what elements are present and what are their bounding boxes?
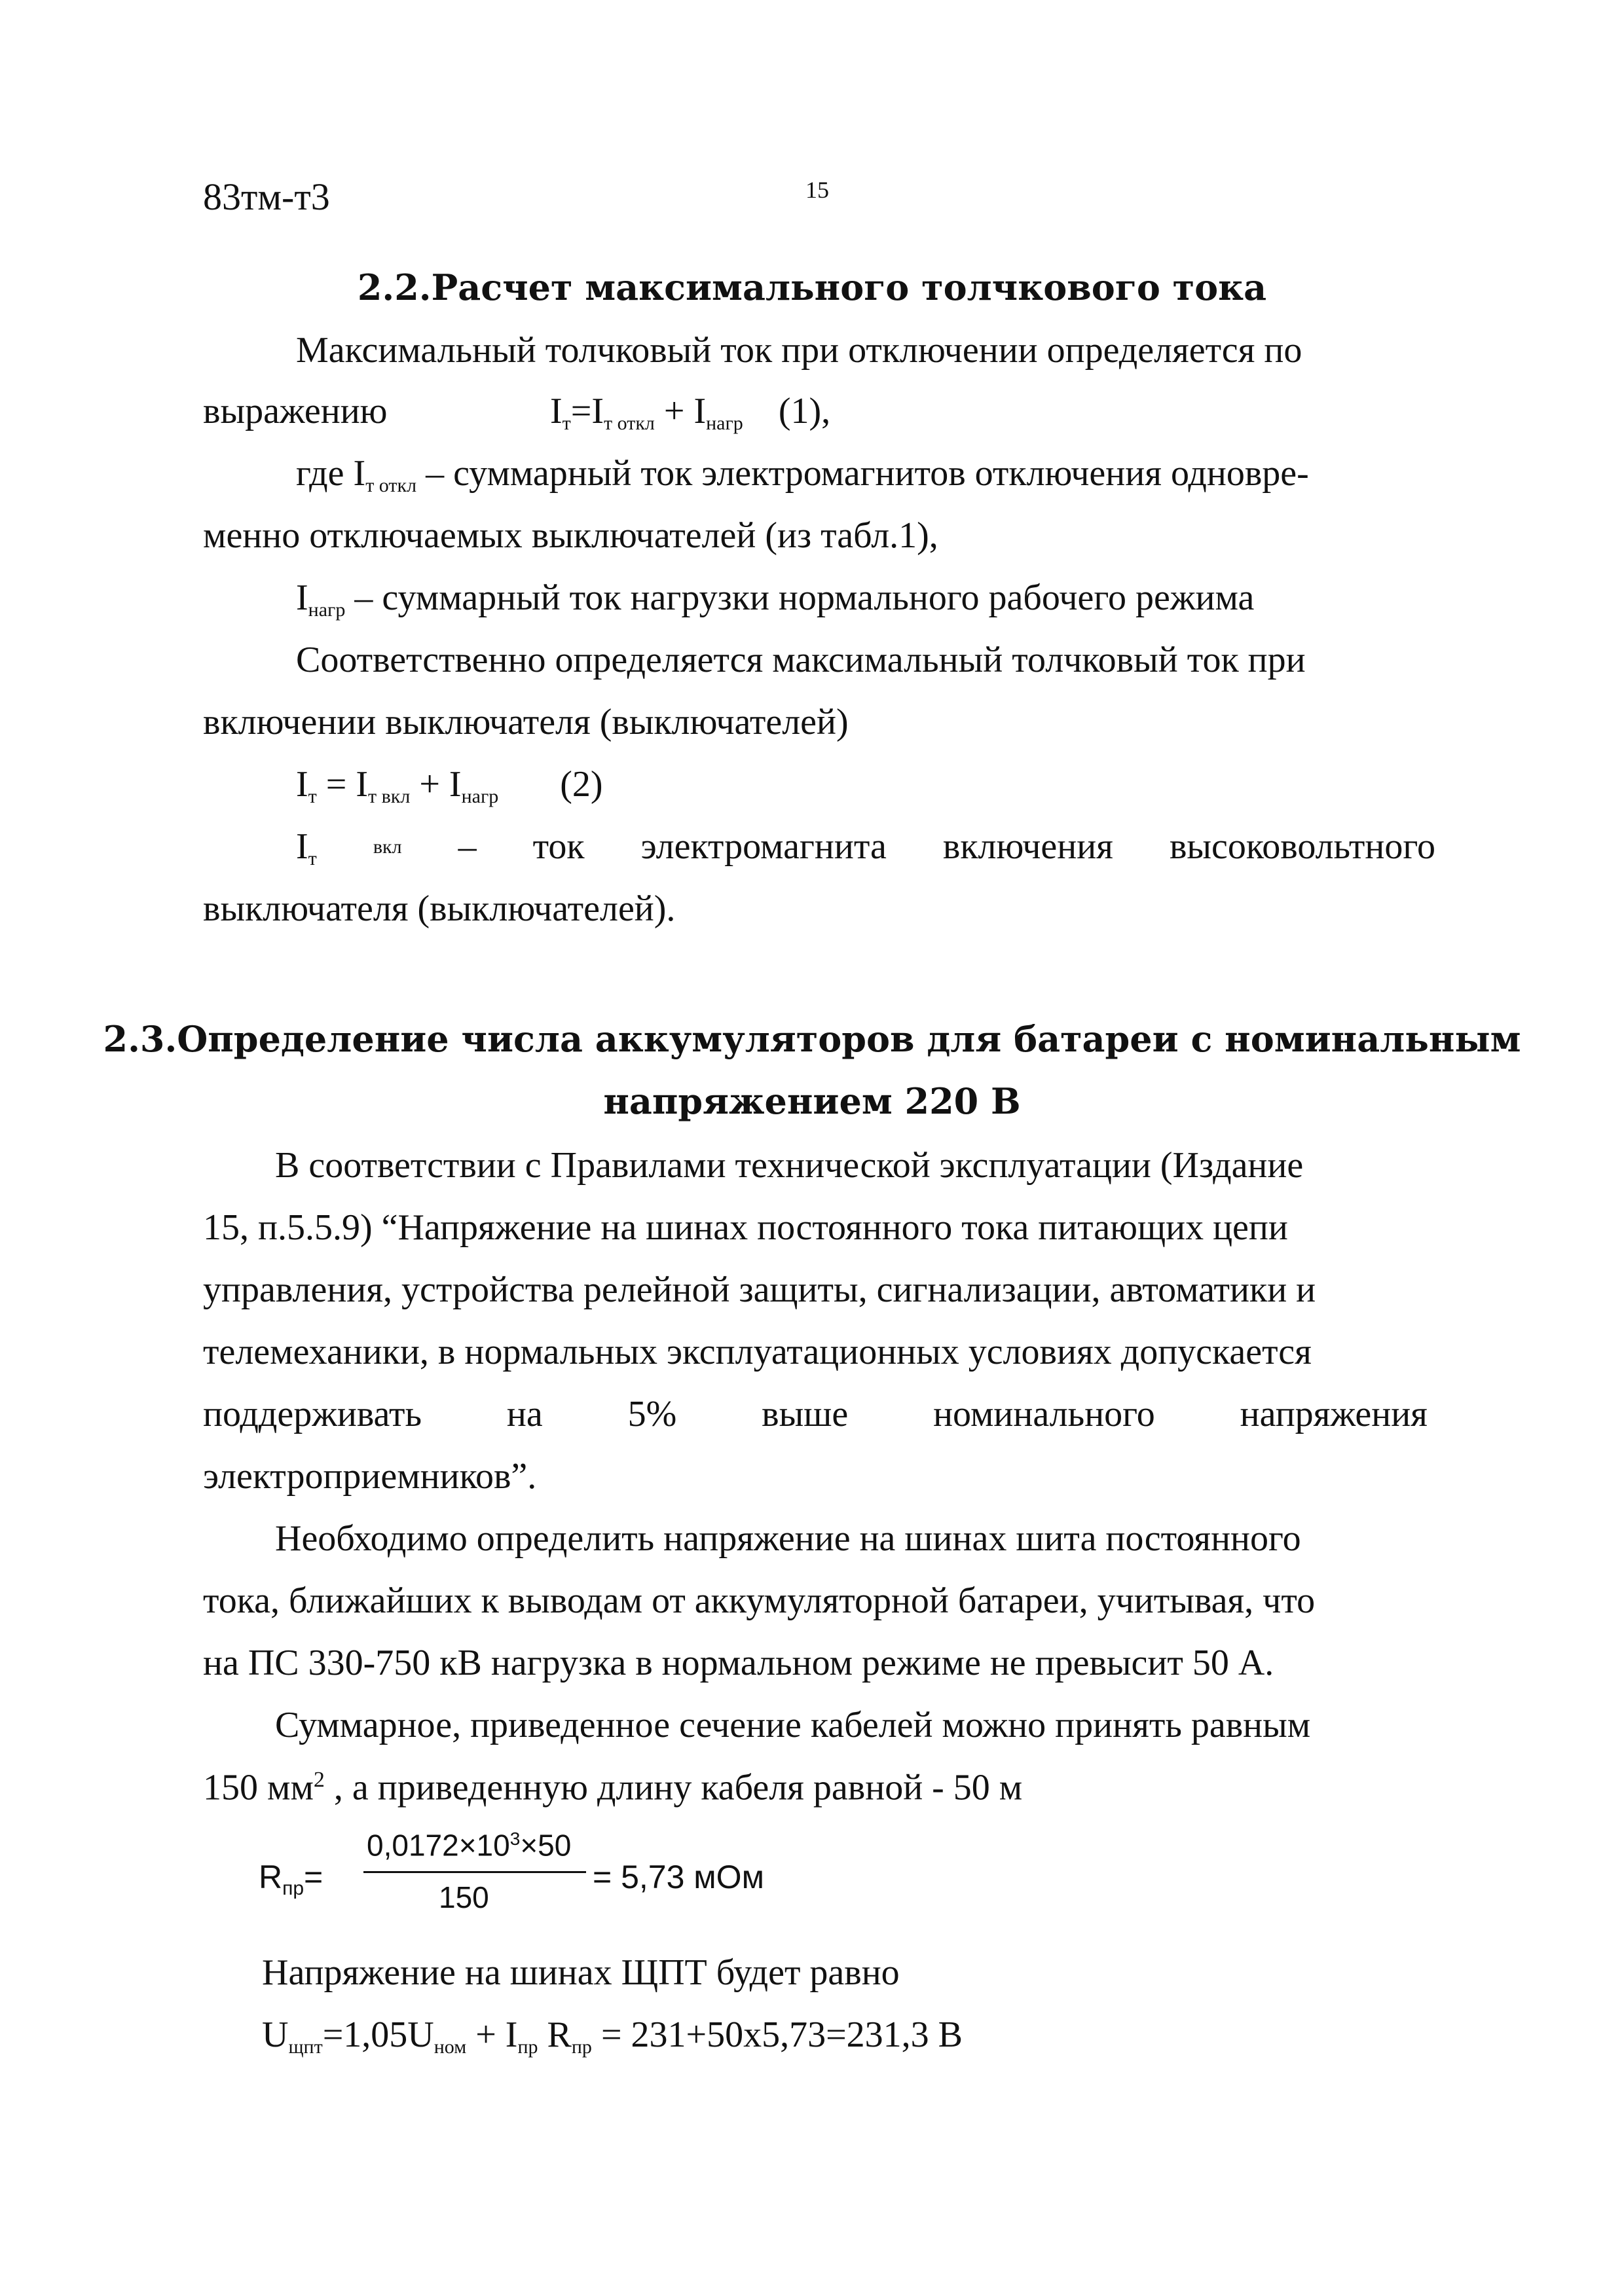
s22-p2-line2: менно отключаемых выключателей (из табл.1),	[203, 515, 938, 556]
s23-p1-line3: управления, устройства релейной защиты, сигнализации, автоматики и	[203, 1269, 1316, 1310]
s22-p2-line1: где Iт откл – суммарный ток электромагнитов отключения одновре-	[296, 453, 1309, 496]
s23-p2-line2: тока, ближайших к выводам от аккумуляторной батареи, учитывая, что	[203, 1580, 1316, 1621]
s22-p4-line2: включении выключателя (выключателей)	[203, 702, 849, 742]
document-code: 83тм-т3	[203, 175, 330, 218]
equation-2: Iт = Iт вкл + Iнагр (2)	[296, 764, 603, 807]
section-2-2-title: 2.2.Расчет максимального толчкового тока	[357, 266, 1267, 308]
formula-r-denominator: 150	[439, 1880, 489, 1914]
equation-1-number: (1),	[778, 391, 831, 431]
s23-p1-line1: В соответствии с Правилами технической эксплуатации (Издание	[275, 1145, 1304, 1186]
equation-2-number: (2)	[560, 764, 603, 805]
formula-r-fraction-bar	[363, 1871, 586, 1873]
s23-p2-line1: Необходимо определить напряжение на шинах шита постоянного	[275, 1518, 1301, 1559]
formula-r-numerator: $0,0172\times 10^3\times 50$	[367, 1828, 572, 1863]
formula-r-result: = 5,73 мОм	[593, 1859, 764, 1895]
s22-p1-line2: выражению	[203, 391, 388, 431]
section-2-3-title-line1: 2.3.Определение числа аккумуляторов для батареи с номинальным	[103, 1018, 1521, 1060]
formula-u: Uщпт=1,05Uном + Iпр Rпр = 231+50x5,73=231,3 В	[262, 2014, 963, 2058]
s22-p1-line1: Максимальный толчковый ток при отключении определяется по	[296, 330, 1302, 371]
equation-1: Iт=Iт откл + Iнагр (1),	[550, 391, 831, 434]
s22-p5-line2: выключателя (выключателей).	[203, 888, 676, 929]
s22-p4-line1: Соответственно определяется максимальный толчковый ток при	[296, 640, 1306, 680]
s23-p3-line1: Суммарное, приведенное сечение кабелей можно принять равным	[275, 1705, 1311, 1745]
s23-p2-line3: на ПС 330-750 кВ нагрузка в нормальном режиме не превысит 50 А.	[203, 1643, 1274, 1683]
s23-p3-line2: 150 $мм^2$ , а приведенную длину кабеля равной - 50 м	[203, 1767, 1023, 1808]
s22-p3-line: Iнагр – суммарный ток нагрузки нормального рабочего режима	[296, 577, 1255, 621]
s22-p5-line1: Iт вкл – ток электромагнита включения высоковольтного	[296, 826, 1435, 869]
s23-p1-line2: 15, п.5.5.9) “Напряжение на шинах постоянного тока питающих цепи	[203, 1207, 1288, 1248]
s23-p1-line4: телемеханики, в нормальных эксплуатационных условиях допускается	[203, 1332, 1312, 1372]
formula-r-lhs: $R_{пр}=$	[259, 1859, 323, 1899]
section-2-3-title-line2: напряжением 220 В	[603, 1080, 1021, 1122]
s23-p1-line6: электроприемников”.	[203, 1456, 537, 1497]
s23-p4-line: Напряжение на шинах ЩПТ будет равно	[262, 1952, 900, 1993]
page-number: 15	[805, 177, 829, 203]
s23-p1-line5: поддерживать на 5% выше номинального напряжения	[203, 1394, 1428, 1434]
